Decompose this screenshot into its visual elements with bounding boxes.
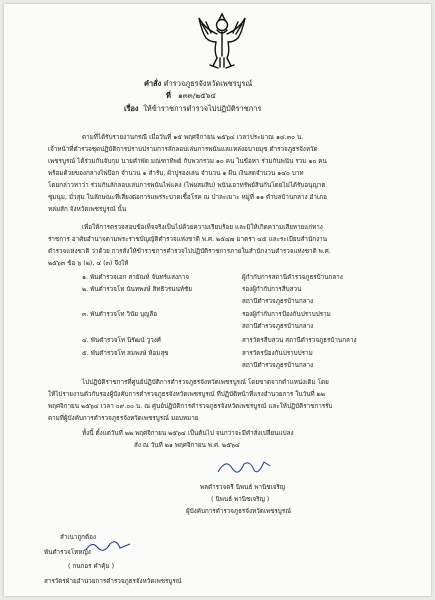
para1-line: หล่มสัก จังหวัดเพชรบูรณ์ นั้น xyxy=(48,206,127,213)
effective-date-line: ทั้งนี้ ตั้งแต่วันที่ ๒๒ พฤศจิกายน ๒๕๖๔ เป็นต้นไป จนกว่าจะมีคำสั่งเปลี่ยนแปลง xyxy=(82,430,294,437)
certifier-rank: พันตำรวจโทหญิง xyxy=(44,549,91,556)
para1-line: เจ้าหน้าที่ตำรวจชุดปฏิบัติการปราบปรามการลักลอบเล่นการพนันแลแหล่งอบายมุข ตำรวจภูธรจังหวัด xyxy=(48,146,318,153)
para3-line: พฤศจิกายน ๒๕๖๔ เวลา ๐๙.๐๐ น. ณ ศูนย์ปฏิบัติการตำรวจภูธรจังหวัดเพชรบูรณ์ และให้ปฏิบัติราชการรับ xyxy=(48,403,333,410)
para1-line: ชุมนุม, มั่วสุม ในลักษณะที่เสี่ยงต่อการแพร่ระบาดเชื้อโรค ณ ป่าละเมาะ หมู่ที่ ๑๑ ตำบลบ้านกลาง อำเภอ xyxy=(48,194,327,201)
officer-4-name: ๔. พันตำรวจโท นิรัฒน์ วูวงศ์ xyxy=(82,337,161,344)
officer-5-name: ๕. พันตำรวจโท สมพงษ์ ห้อมสุข xyxy=(82,350,169,357)
certified-copy-label: สำเนาถูกต้อง xyxy=(60,534,96,541)
officer-2-name: ๒. พันตำรวจโท นันทพงษ์ สิทธิวรนนท์ชัย xyxy=(82,286,192,293)
para3-line: ตามที่ผู้บังคับการตำรวจภูธรจังหวัดเพชรบูรณ์ มอบหมาย xyxy=(48,415,199,422)
commander-signature-icon xyxy=(214,454,274,480)
order-title: คำสั่ง ตำรวจภูธรจังหวัดเพชรบูรณ์ xyxy=(144,79,253,88)
commander-rank-name: พลตำรวจตรี นิพนธ์ พานิชเจริญ xyxy=(200,484,286,491)
officer-1-name: ๑. พันตำรวจเอก สายัณห์ จันทร์แสงกาจ xyxy=(82,274,190,281)
garuda-emblem-icon xyxy=(196,12,248,70)
officer-3-duty: รองผู้กำกับการป้องกันปราบปราม xyxy=(242,311,331,318)
certifier-signature-icon xyxy=(84,538,132,556)
officer-1-duty: ผู้กำกับการสถานีตำรวจภูธรบ้านกลาง xyxy=(242,274,343,281)
para1-line: ตามที่ได้รับรายงานกรณี เมื่อวันที่ ๑๕ พฤศจิกายน ๒๕๖๔ เวลาประมาณ ๑๔.๓๐ น. xyxy=(82,134,304,141)
officer-4-duty: สารวัตรสืบสวน สถานีตำรวจภูธรบ้านกลาง xyxy=(242,337,357,344)
officer-3-duty-2: สถานีตำรวจภูธรบ้านกลาง xyxy=(242,323,314,330)
order-date: สั่ง ณ วันที่ ๒๑ พฤศจิกายน พ.ศ. ๒๕๖๔ xyxy=(134,442,240,449)
document-page xyxy=(4,4,431,596)
para1-line: พร้อมด้วยของกลางไพ่ป๊อก จำนวน ๑ สำรับ, ผ้าปูรองเล่น จำนวน ๑ ผืน เงินสดจำนวน ๑๔๐ บาท xyxy=(48,170,304,177)
officer-2-duty-2: สถานีตำรวจภูธรบ้านกลาง xyxy=(242,298,314,305)
para2-line: เพื่อให้การตรวจสอบข้อเท็จจริงเป็นไปด้วยความเรียบร้อย และมิให้เกิดความเสียหายแก่ทาง xyxy=(82,224,323,231)
officer-3-name: ๓. พันตำรวจโท วินัย บุญลือ xyxy=(82,311,158,318)
officer-2-duty: รองผู้กำกับการสืบสวน xyxy=(242,286,302,293)
para2-line: ราชการ อาศัยอำนาจตามพระราชบัญญัติตำรวจแห่งชาติ พ.ศ. ๒๕๔๗ มาตรา ๔๕ และระเบียบสำนักงาน xyxy=(48,236,328,243)
officer-5-duty: สารวัตรป้องกันปราบปราม xyxy=(242,350,313,357)
certifier-name-paren: ( กนกอร คำคุ้ม ) xyxy=(68,563,115,570)
officer-5-duty-2: สถานีตำรวจภูธรบ้านกลาง xyxy=(242,362,314,369)
para2-line: ๒๕๖๓ ข้อ ๖ (๒), ๔ (๓) จึงให้ xyxy=(48,260,129,267)
para3-line: ไปปฏิบัติราชการที่ศูนย์ปฏิบัติการตำรวจภูธรจังหวัดเพชรบูรณ์ โดยขาดจากตำแหน่งเดิม โดย xyxy=(82,379,329,386)
order-subject: เรื่อง ให้ข้าราชการตำรวจไปปฏิบัติราชการ xyxy=(124,104,262,113)
certifier-position: สารวัตรฝ่ายอำนวยการตำรวจภูธรจังหวัดเพชรบูรณ์ xyxy=(44,578,182,585)
para1-line: โดยกล่าวหาว่า ร่วมกันลักลอบเล่นการพนันไพ่แคง (ไพ่ผสมสิบ) พนันเอาทรัพย์สินกันโดยไม่ได้รับอนุญาต xyxy=(48,182,326,189)
para1-line: เพชรบูรณ์ ได้ร่วมกันจับกุม นายคำพัด มณฑาทิพย์ กับพวกรวม ๑๐ คน ในข้อหา ร่วมกันพนัน รวม ๑๐ คน xyxy=(48,158,327,165)
order-number: ที่ ๑๓๓/๒๕๖๔ xyxy=(166,91,216,100)
para2-line: ตำรวจแห่งชาติ ว่าด้วย การสั่งให้ข้าราชการตำรวจไปปฏิบัติราชการภายในสำนักงานตำรวจแห่งชาติ พ.ศ. xyxy=(48,248,331,255)
commander-name-paren: ( นิพนธ์ พานิชเจริญ ) xyxy=(211,496,270,503)
commander-position: ผู้บังคับการตำรวจภูธรจังหวัดเพชรบูรณ์ xyxy=(186,508,292,515)
para3-line: ให้ไปรายงานตัวกับรองผู้บังคับการตำรวจภูธรจังหวัดเพชรบูรณ์ ที่ปฏิบัติหน้าที่แรงอำนวยการ ในวันที่ ๒๒ xyxy=(48,391,325,398)
